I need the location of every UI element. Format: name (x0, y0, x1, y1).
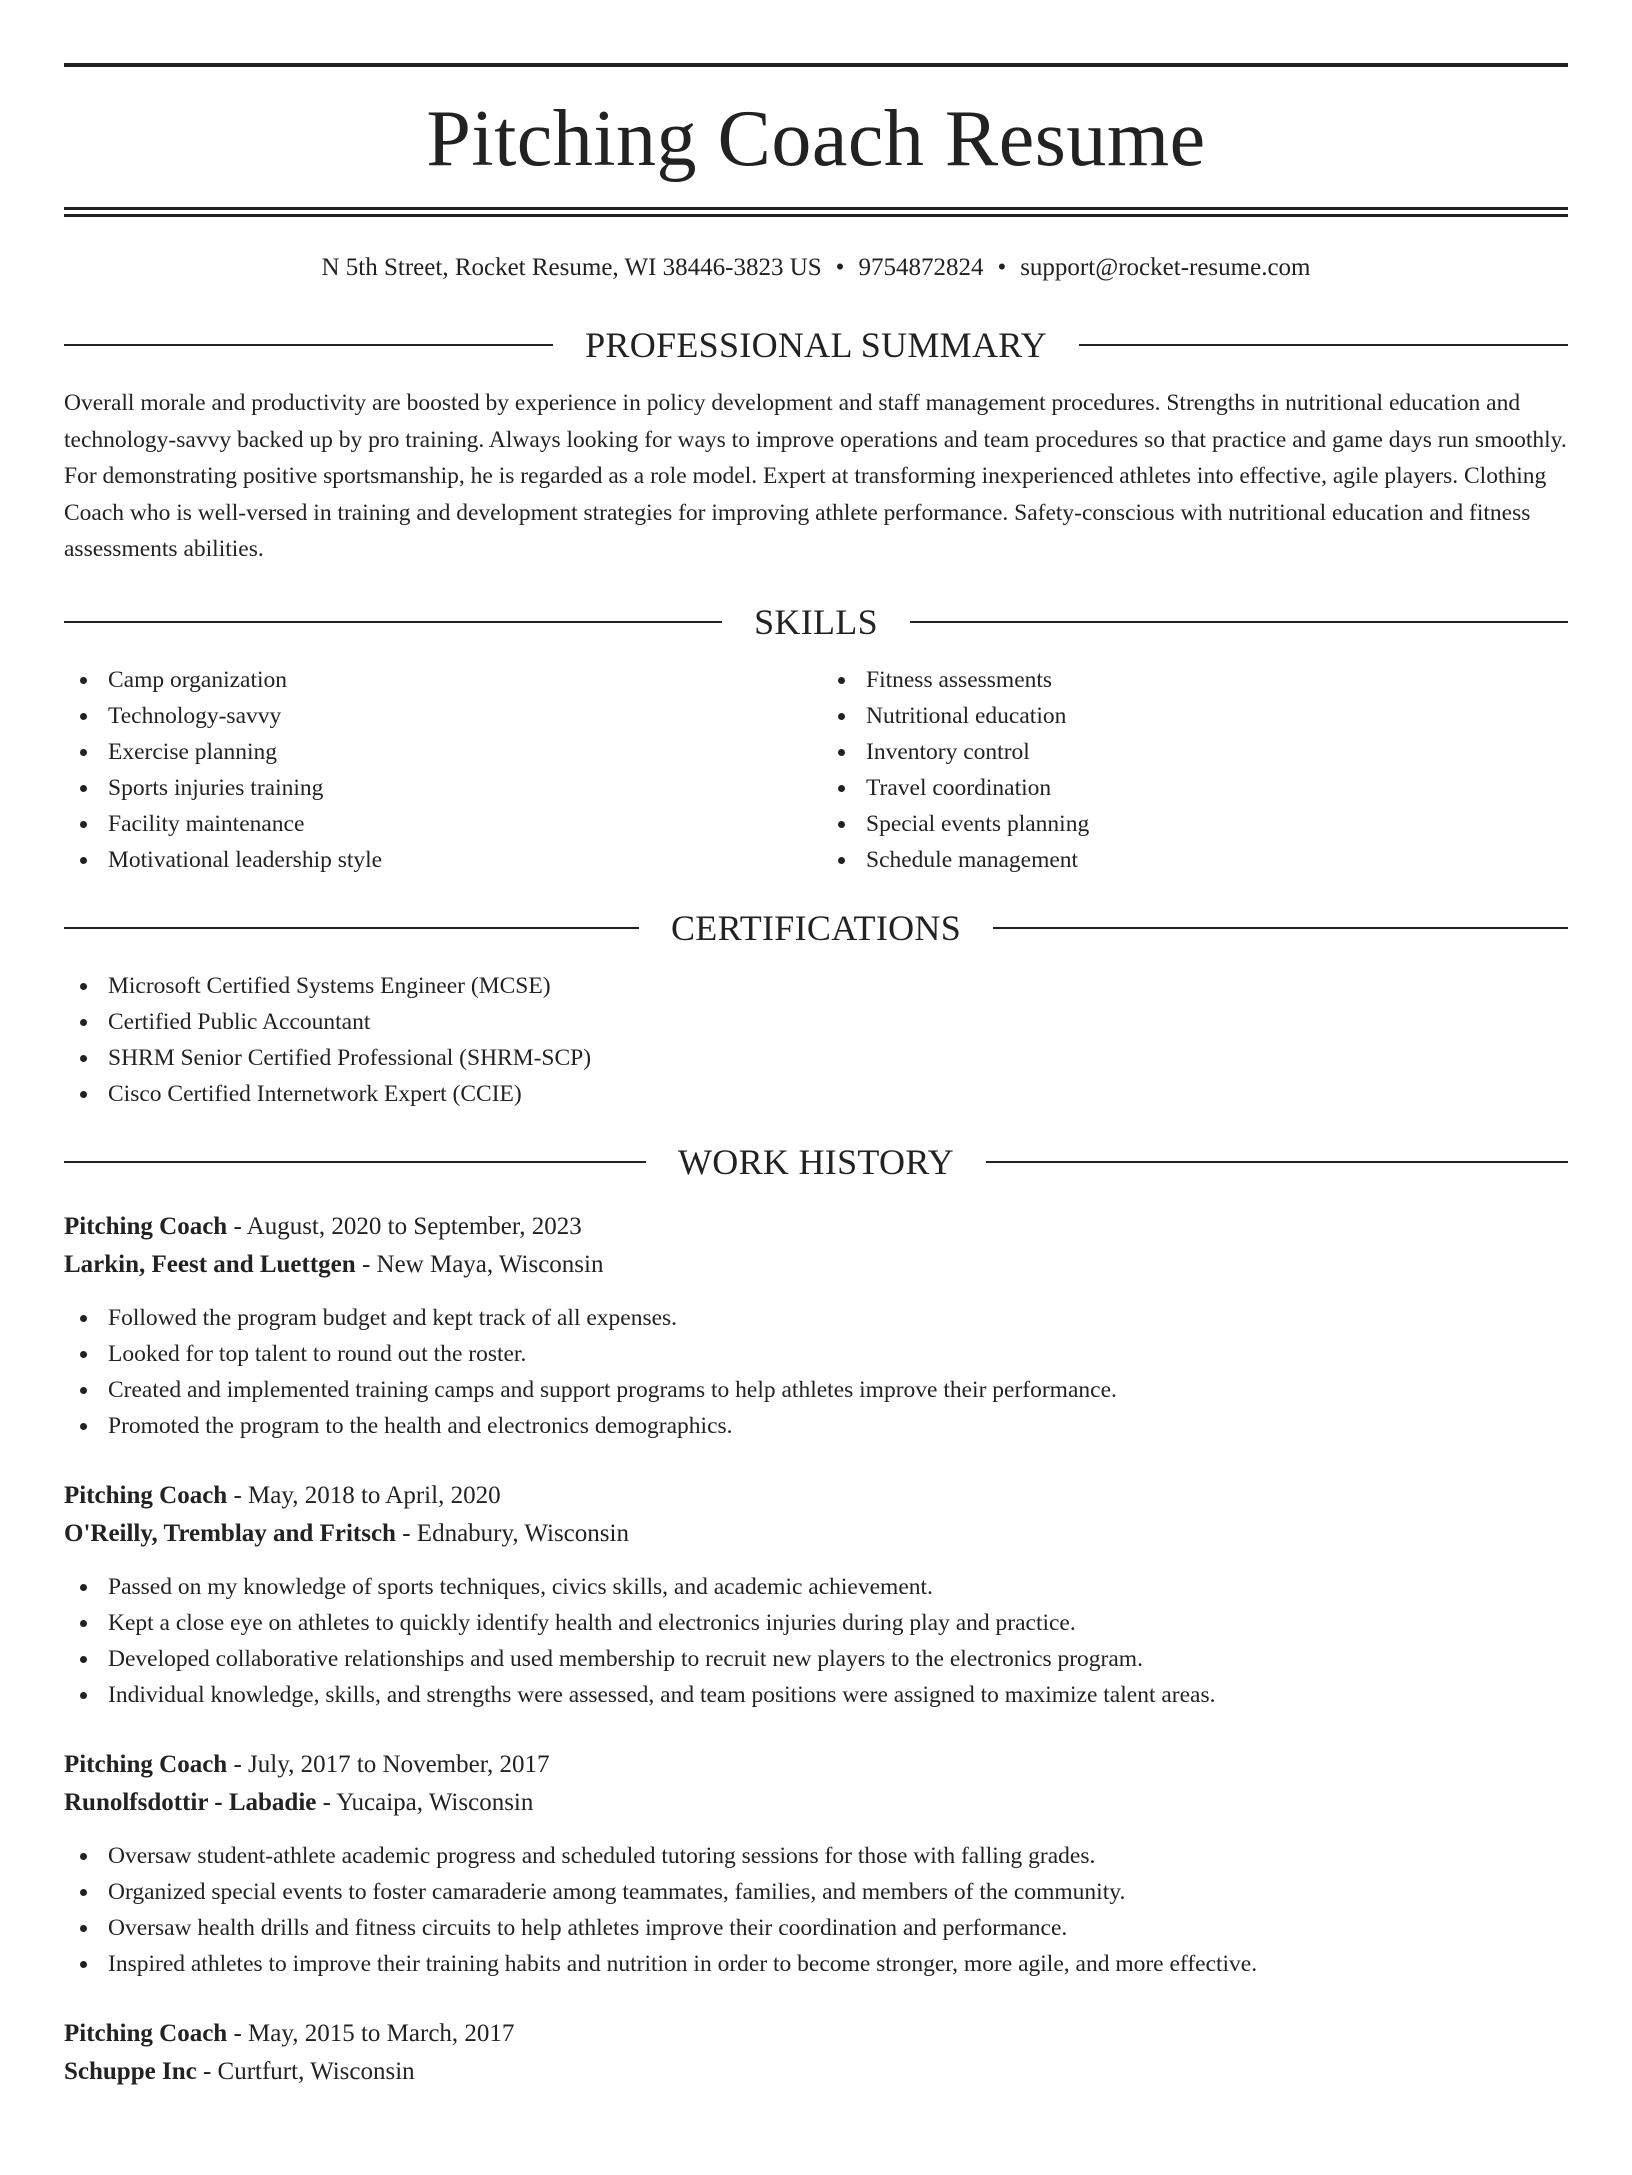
job-duty: Developed collaborative relationships and used membership to recruit new players to the electronics program. (64, 1641, 1568, 1677)
skill-item: Nutritional education (822, 698, 1568, 734)
skill-item: Special events planning (822, 806, 1568, 842)
skill-item: Sports injuries training (64, 770, 810, 806)
resume-title: Pitching Coach Resume (426, 95, 1206, 183)
job-duty: Organized special events to foster camaraderie among teammates, families, and members of the community. (64, 1874, 1568, 1910)
section-title: PROFESSIONAL SUMMARY (585, 325, 1047, 365)
job-duty: Passed on my knowledge of sports techniques, civics skills, and academic achievement. (64, 1569, 1568, 1605)
heading-rule (910, 621, 1568, 623)
job-dates: - July, 2017 to November, 2017 (227, 1750, 550, 1778)
certification-item: Microsoft Certified Systems Engineer (MCSE) (64, 968, 1568, 1004)
job-entry (64, 2015, 1568, 2091)
certifications-list (64, 968, 1568, 1112)
job-company-line (64, 1246, 1568, 1284)
job-company: Schuppe Inc (64, 2057, 197, 2085)
skill-item: Camp organization (64, 662, 810, 698)
skill-item: Motivational leadership style (64, 842, 810, 878)
heading-rule (1079, 344, 1568, 346)
skill-item: Technology-savvy (64, 698, 810, 734)
skill-item: Fitness assessments (822, 662, 1568, 698)
job-dates: - May, 2015 to March, 2017 (227, 2019, 515, 2047)
section-title: CERTIFICATIONS (670, 907, 962, 948)
job-duties (64, 1569, 1568, 1713)
job-duties (64, 1838, 1568, 1982)
job-company-line (64, 1515, 1568, 1553)
skill-item: Schedule management (822, 842, 1568, 878)
resume-page (0, 63, 1632, 2175)
certification-item: SHRM Senior Certified Professional (SHRM-SCP) (64, 1040, 1568, 1076)
certification-item: Cisco Certified Internetwork Expert (CCIE) (64, 1076, 1568, 1112)
contact-address: N 5th Street, Rocket Resume, WI 38446-3823 US (321, 254, 822, 281)
job-company: Runolfsdottir - Labadie (64, 1788, 317, 1816)
job-duty: Inspired athletes to improve their training habits and nutrition in order to become stronger, more agile, and more effective. (64, 1946, 1568, 1982)
heading-rule (64, 344, 553, 346)
section-title: SKILLS (754, 601, 878, 642)
job-duty: Followed the program budget and kept track of all expenses. (64, 1300, 1568, 1336)
job-title-line (64, 2015, 1568, 2053)
contact-email: support@rocket-resume.com (1020, 254, 1311, 281)
job-duty: Kept a close eye on athletes to quickly identify health and electronics injuries during play and practice. (64, 1605, 1568, 1641)
job-location: - Ednabury, Wisconsin (395, 1519, 629, 1547)
section-title: WORK HISTORY (678, 1141, 954, 1182)
heading-rule (993, 927, 1568, 929)
job-company-line (64, 2053, 1568, 2091)
job-entry (64, 1477, 1568, 1713)
skills-grid (64, 662, 1568, 878)
job-entry (64, 1746, 1568, 1982)
summary-paragraph: Overall morale and productivity are boosted by experience in policy development and staff management procedures. Strengths in nutritional education and technology-savvy backed up by pro training. Always looking for ways to improve operations and team procedures so that practice and game days run smoothly. For demonstrating positive sportsmanship, he is regarded as a role model. Expert at transforming inexperienced athletes into effective, agile players. Clothing Coach who is well-versed in training and development strategies for improving athlete performance. Safety-conscious with nutritional education and fitness assessments abilities. (64, 390, 1567, 562)
heading-rule (986, 1161, 1568, 1163)
title-double-rule (64, 207, 1568, 217)
section-heading-summary (64, 325, 1568, 365)
heading-rule (64, 927, 639, 929)
job-location: - Curtfurt, Wisconsin (196, 2057, 415, 2085)
skill-item: Facility maintenance (64, 806, 810, 842)
job-duty: Oversaw health drills and fitness circuits to help athletes improve their coordination and performance. (64, 1910, 1568, 1946)
heading-rule (64, 1161, 646, 1163)
certification-item: Certified Public Accountant (64, 1004, 1568, 1040)
job-duty: Individual knowledge, skills, and strengths were assessed, and team positions were assigned to maximize talent areas. (64, 1677, 1568, 1713)
section-heading-certifications (64, 908, 1568, 948)
contact-separator: • (997, 254, 1007, 281)
contact-separator: • (835, 254, 845, 281)
job-location: - Yucaipa, Wisconsin (316, 1788, 534, 1816)
skills-list-right (810, 662, 1568, 878)
contact-phone: 9754872824 (858, 254, 984, 281)
job-duty: Created and implemented training camps and support programs to help athletes improve their performance. (64, 1372, 1568, 1408)
job-duty: Promoted the program to the health and electronics demographics. (64, 1408, 1568, 1444)
job-dates: - August, 2020 to September, 2023 (227, 1212, 582, 1240)
job-title-line (64, 1746, 1568, 1784)
job-company: O'Reilly, Tremblay and Fritsch (64, 1519, 396, 1547)
skill-item: Travel coordination (822, 770, 1568, 806)
skill-item: Inventory control (822, 734, 1568, 770)
job-dates: - May, 2018 to April, 2020 (227, 1481, 501, 1509)
contact-line (64, 253, 1568, 283)
skill-item: Exercise planning (64, 734, 810, 770)
section-heading-work-history (64, 1142, 1568, 1182)
job-title-line (64, 1477, 1568, 1515)
section-heading-skills (64, 602, 1568, 642)
heading-rule (64, 621, 722, 623)
skills-list-left (64, 662, 810, 878)
job-duty: Oversaw student-athlete academic progress and scheduled tutoring sessions for those with falling grades. (64, 1838, 1568, 1874)
job-duty: Looked for top talent to round out the roster. (64, 1336, 1568, 1372)
job-title: Pitching Coach (64, 1481, 228, 1509)
job-title: Pitching Coach (64, 1750, 228, 1778)
job-entry (64, 1208, 1568, 1444)
job-company-line (64, 1784, 1568, 1822)
job-location: - New Maya, Wisconsin (355, 1250, 604, 1278)
job-title-line (64, 1208, 1568, 1246)
job-company: Larkin, Feest and Luettgen (64, 1250, 356, 1278)
job-duties (64, 1300, 1568, 1444)
job-title: Pitching Coach (64, 1212, 228, 1240)
job-title: Pitching Coach (64, 2019, 228, 2047)
